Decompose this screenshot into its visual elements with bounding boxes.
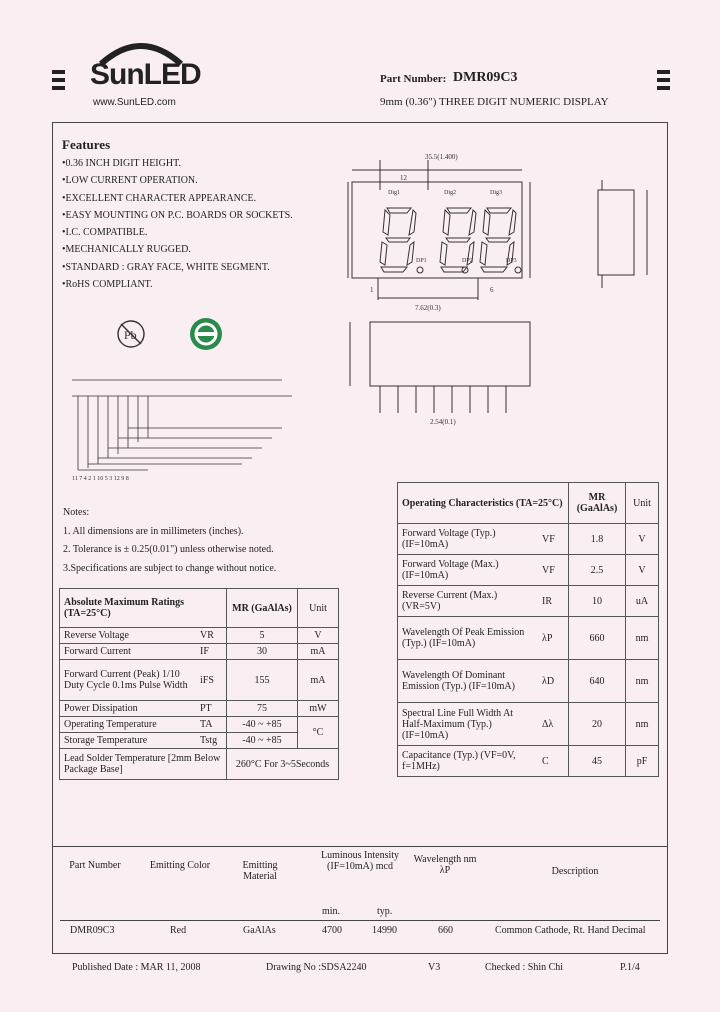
- table-row: Reverse Current (Max.) (VR=5V) IR 10 uA: [398, 586, 659, 617]
- table-row: Spectral Line Full Width At Half-Maximum (Typ.) (IF=10mA) Δλ 20 nm: [398, 703, 659, 746]
- dp3-label: DP3: [506, 258, 517, 264]
- published-date: Published Date : MAR 11, 2008: [72, 962, 201, 973]
- feature-item: •EXCELLENT CHARACTER APPEARANCE.: [62, 192, 257, 204]
- summary-header: [60, 850, 660, 900]
- part-number-label: Part Number:: [380, 73, 447, 85]
- summary-divider-top: [52, 846, 667, 847]
- pin-spacing-label: 7.62(0.3): [415, 304, 441, 312]
- brand-url: www.SunLED.com: [93, 97, 176, 108]
- col-emitting-color: Emitting Color: [149, 860, 211, 871]
- min-label: min.: [322, 906, 341, 917]
- package-front-drawing: [340, 150, 540, 315]
- table-header-row: [60, 589, 339, 628]
- left-menu-bars-icon: [52, 70, 65, 94]
- operating-characteristics-table: [397, 482, 659, 777]
- summary-divider-mid: [60, 920, 660, 921]
- table-row: Forward Current (Peak) 1/10 Duty Cycle 0.1ms Pulse Width iFS 155 mA: [60, 660, 339, 701]
- table-row: Operating Temperature TA -40 ~ +85 °C: [60, 717, 339, 733]
- overall-width-label: 35.5(1.400): [425, 153, 458, 161]
- table-row: Power Dissipation PT 75 mW: [60, 701, 339, 717]
- notes-title: Notes:: [63, 507, 90, 518]
- table-header-row: Operating Characteristics (TA=25°C) MR (GaAlAs) Unit: [398, 483, 659, 524]
- circuit-schematic: [62, 358, 302, 483]
- digit-1-segments: [380, 208, 416, 272]
- table-row: Forward Current IF 30 mA: [60, 644, 339, 660]
- col-emitting-material: Emitting Material: [242, 860, 278, 882]
- dp1-label: DP1: [416, 258, 427, 264]
- col-description: Description: [551, 866, 599, 877]
- table-row: Lead Solder Temperature [2mm Below Package Base] 260°C For 3~5Seconds: [60, 749, 339, 780]
- package-lead-drawing: [340, 318, 540, 428]
- rohs-recycle-icon: [188, 316, 224, 352]
- col-luminous-intensity: Luminous Intensity (IF=10mA) mcd: [320, 850, 400, 872]
- pin1-label: 1: [370, 286, 374, 294]
- feature-item: •RoHS COMPLIANT.: [62, 279, 153, 291]
- feature-item: •LOW CURRENT OPERATION.: [62, 175, 198, 187]
- feature-item: •EASY MOUNTING ON P.C. BOARDS OR SOCKETS.: [62, 209, 293, 221]
- features-list: [62, 155, 293, 293]
- checked-by: Checked : Shin Chi: [485, 962, 564, 973]
- version: V3: [428, 962, 441, 973]
- digit-3-label: Dig3: [490, 190, 502, 196]
- note-item: 3.Specifications are subject to change without notice.: [63, 562, 277, 574]
- page-subtitle: 9mm (0.36") THREE DIGIT NUMERIC DISPLAY: [380, 96, 609, 108]
- notes: [63, 504, 276, 578]
- pin6-label: 6: [490, 286, 494, 294]
- col-wavelength: Wavelength nm λP: [413, 854, 477, 876]
- schematic-pins: 11 7 4 2 1 10 5 3 12 9 8: [72, 476, 129, 482]
- table-row: Forward Voltage (Typ.) (IF=10mA) VF 1.8 V: [398, 524, 659, 555]
- table-row: Reverse Voltage VR 5 V: [60, 628, 339, 644]
- package-side-drawing: [592, 180, 662, 290]
- feature-item: •0.36 INCH DIGIT HEIGHT.: [62, 158, 181, 169]
- typ-label: typ.: [377, 906, 393, 917]
- drawing-number: Drawing No :SDSA2240: [266, 962, 367, 973]
- feature-item: •MECHANICALLY RUGGED.: [62, 244, 191, 256]
- table-row: Capacitance (Typ.) (VF=0V, f=1MHz) C 45 pF: [398, 746, 659, 777]
- digit-1-label: Dig1: [388, 190, 400, 196]
- table-row: Forward Voltage (Max.) (IF=10mA) VF 2.5 V: [398, 555, 659, 586]
- brand-logo: SunLED: [90, 58, 201, 91]
- lead-pins: [380, 386, 506, 413]
- pb-free-icon: [115, 318, 147, 350]
- table-row: Wavelength Of Peak Emission (Typ.) (IF=10mA) λP 660 nm: [398, 617, 659, 660]
- pitch-label: 12: [400, 174, 407, 182]
- note-item: 2. Tolerance is ± 0.25(0.01") unless otherwise noted.: [63, 544, 274, 555]
- abs-max-col-mr: MR (GaAlAs): [227, 589, 298, 628]
- table-row: Storage Temperature Tstg -40 ~ +85: [60, 733, 339, 749]
- pin-pitch-label: 2.54(0.1): [430, 418, 456, 426]
- part-number: DMR09C3: [453, 70, 518, 85]
- dp2-label: DP2: [462, 258, 473, 264]
- absolute-max-table: [59, 588, 339, 780]
- abs-max-col-unit: Unit: [298, 589, 339, 628]
- right-menu-bars-icon: [657, 70, 670, 94]
- feature-item: •I.C. COMPATIBLE.: [62, 227, 148, 239]
- pb-label: Pb: [124, 328, 137, 342]
- page-number: P.1/4: [620, 962, 640, 973]
- features-title: Features: [62, 137, 111, 152]
- abs-max-title: Absolute Maximum Ratings (TA=25°C): [60, 589, 227, 628]
- feature-item: •STANDARD : GRAY FACE, WHITE SEGMENT.: [62, 261, 270, 273]
- col-part-number: Part Number: [69, 860, 121, 871]
- note-item: 1. All dimensions are in millimeters (inches).: [63, 525, 244, 537]
- table-row: Wavelength Of Dominant Emission (Typ.) (IF=10mA) λD 640 nm: [398, 660, 659, 703]
- digit-2-label: Dig2: [444, 190, 456, 196]
